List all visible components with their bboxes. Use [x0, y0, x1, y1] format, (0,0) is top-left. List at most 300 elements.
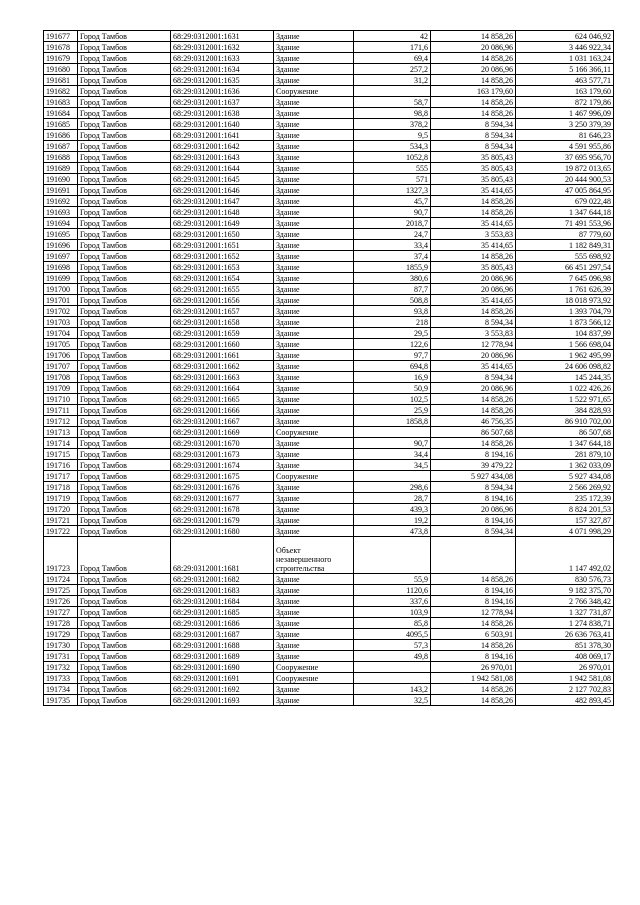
cell-area: 16,9 — [354, 372, 431, 383]
cell-area — [354, 427, 431, 438]
cell-city: Город Тамбов — [78, 471, 171, 482]
cell-row-number: 191730 — [44, 640, 78, 651]
cell-unit-value: 8 594,34 — [431, 526, 516, 537]
cell-cadastral-value: 281 879,10 — [516, 449, 614, 460]
cell-row-number: 191727 — [44, 607, 78, 618]
cell-object-type: Здание — [274, 141, 354, 152]
cell-city: Город Тамбов — [78, 240, 171, 251]
cell-row-number: 191716 — [44, 460, 78, 471]
cell-area: 555 — [354, 163, 431, 174]
cell-cadastral-value: 86 910 702,00 — [516, 416, 614, 427]
cell-object-type: Здание — [274, 394, 354, 405]
cell-cadastral-number: 68:29:0312001:1633 — [171, 53, 274, 64]
cell-city: Город Тамбов — [78, 31, 171, 42]
cell-unit-value: 35 414,65 — [431, 295, 516, 306]
cell-unit-value: 8 594,34 — [431, 119, 516, 130]
cell-area: 534,3 — [354, 141, 431, 152]
cell-row-number: 191683 — [44, 97, 78, 108]
cell-city: Город Тамбов — [78, 438, 171, 449]
cell-city: Город Тамбов — [78, 185, 171, 196]
cell-row-number: 191685 — [44, 119, 78, 130]
cell-unit-value: 35 414,65 — [431, 185, 516, 196]
cell-city: Город Тамбов — [78, 460, 171, 471]
cell-cadastral-value: 86 507,68 — [516, 427, 614, 438]
cell-area: 31,2 — [354, 75, 431, 86]
cell-city: Город Тамбов — [78, 427, 171, 438]
table-row — [44, 141, 614, 152]
cell-cadastral-number: 68:29:0312001:1647 — [171, 196, 274, 207]
cell-row-number: 191729 — [44, 629, 78, 640]
cell-cadastral-number: 68:29:0312001:1684 — [171, 596, 274, 607]
cell-object-type: Сооружение — [274, 427, 354, 438]
cell-unit-value: 14 858,26 — [431, 53, 516, 64]
table-row — [44, 31, 614, 42]
cell-area: 378,2 — [354, 119, 431, 130]
table-row — [44, 574, 614, 585]
cell-row-number: 191677 — [44, 31, 78, 42]
cell-row-number: 191695 — [44, 229, 78, 240]
cell-cadastral-value: 1 962 495,99 — [516, 350, 614, 361]
cell-area: 337,6 — [354, 596, 431, 607]
cell-object-type: Здание — [274, 218, 354, 229]
cell-city: Город Тамбов — [78, 174, 171, 185]
cell-object-type: Здание — [274, 651, 354, 662]
cell-city: Город Тамбов — [78, 493, 171, 504]
cell-city: Город Тамбов — [78, 75, 171, 86]
cell-object-type: Сооружение — [274, 471, 354, 482]
cell-unit-value: 8 594,34 — [431, 317, 516, 328]
cell-cadastral-value: 18 018 973,92 — [516, 295, 614, 306]
table-row — [44, 53, 614, 64]
cell-area: 98,8 — [354, 108, 431, 119]
cell-cadastral-number: 68:29:0312001:1693 — [171, 695, 274, 706]
cell-cadastral-number: 68:29:0312001:1664 — [171, 383, 274, 394]
cell-cadastral-value: 1 022 426,26 — [516, 383, 614, 394]
cell-city: Город Тамбов — [78, 585, 171, 596]
cell-object-type: Сооружение — [274, 662, 354, 673]
cell-object-type: Здание — [274, 42, 354, 53]
table-row — [44, 596, 614, 607]
cell-row-number: 191728 — [44, 618, 78, 629]
cell-cadastral-number: 68:29:0312001:1681 — [171, 537, 274, 574]
cell-row-number: 191692 — [44, 196, 78, 207]
cell-cadastral-number: 68:29:0312001:1692 — [171, 684, 274, 695]
cell-object-type: Здание — [274, 460, 354, 471]
cell-city: Город Тамбов — [78, 196, 171, 207]
cell-unit-value: 8 194,16 — [431, 515, 516, 526]
cell-row-number: 191709 — [44, 383, 78, 394]
cell-unit-value: 14 858,26 — [431, 31, 516, 42]
cell-area — [354, 673, 431, 684]
cell-cadastral-number: 68:29:0312001:1683 — [171, 585, 274, 596]
table-row — [44, 361, 614, 372]
cell-city: Город Тамбов — [78, 449, 171, 460]
cell-cadastral-number: 68:29:0312001:1670 — [171, 438, 274, 449]
cell-city: Город Тамбов — [78, 328, 171, 339]
cell-cadastral-number: 68:29:0312001:1659 — [171, 328, 274, 339]
cell-city: Город Тамбов — [78, 361, 171, 372]
cell-unit-value: 39 479,22 — [431, 460, 516, 471]
cell-cadastral-number: 68:29:0312001:1677 — [171, 493, 274, 504]
cell-city: Город Тамбов — [78, 284, 171, 295]
cell-unit-value: 8 594,34 — [431, 130, 516, 141]
cell-unit-value: 5 927 434,08 — [431, 471, 516, 482]
cell-row-number: 191722 — [44, 526, 78, 537]
cell-cadastral-number: 68:29:0312001:1685 — [171, 607, 274, 618]
cell-city: Город Тамбов — [78, 152, 171, 163]
cell-unit-value: 14 858,26 — [431, 196, 516, 207]
cell-area: 42 — [354, 31, 431, 42]
table-body — [44, 31, 614, 706]
cell-cadastral-value: 145 244,35 — [516, 372, 614, 383]
cell-row-number: 191711 — [44, 405, 78, 416]
cell-cadastral-value: 1 031 163,24 — [516, 53, 614, 64]
cell-city: Город Тамбов — [78, 405, 171, 416]
table-row — [44, 629, 614, 640]
cell-object-type: Здание — [274, 295, 354, 306]
cell-cadastral-number: 68:29:0312001:1657 — [171, 306, 274, 317]
cell-city: Город Тамбов — [78, 394, 171, 405]
cell-unit-value: 8 594,34 — [431, 141, 516, 152]
cell-object-type: Здание — [274, 240, 354, 251]
cell-area: 19,2 — [354, 515, 431, 526]
cell-row-number: 191719 — [44, 493, 78, 504]
cell-area: 69,4 — [354, 53, 431, 64]
cell-cadastral-value: 157 327,87 — [516, 515, 614, 526]
cell-city: Город Тамбов — [78, 306, 171, 317]
cell-city: Город Тамбов — [78, 482, 171, 493]
cell-cadastral-value: 1 566 698,04 — [516, 339, 614, 350]
cell-cadastral-value: 482 893,45 — [516, 695, 614, 706]
cell-unit-value: 14 858,26 — [431, 108, 516, 119]
cell-row-number: 191720 — [44, 504, 78, 515]
cell-cadastral-number: 68:29:0312001:1652 — [171, 251, 274, 262]
cell-cadastral-number: 68:29:0312001:1682 — [171, 574, 274, 585]
cell-cadastral-value: 3 250 379,39 — [516, 119, 614, 130]
cell-cadastral-number: 68:29:0312001:1665 — [171, 394, 274, 405]
cell-object-type: Здание — [274, 31, 354, 42]
cell-cadastral-value: 24 606 098,82 — [516, 361, 614, 372]
cell-row-number: 191713 — [44, 427, 78, 438]
table-row — [44, 405, 614, 416]
table-row — [44, 163, 614, 174]
cell-cadastral-number: 68:29:0312001:1648 — [171, 207, 274, 218]
cell-row-number: 191706 — [44, 350, 78, 361]
cell-city: Город Тамбов — [78, 526, 171, 537]
cell-area — [354, 86, 431, 97]
cell-cadastral-value: 19 872 013,65 — [516, 163, 614, 174]
cell-city: Город Тамбов — [78, 618, 171, 629]
cell-area: 29,5 — [354, 328, 431, 339]
cadastral-value-table — [43, 30, 614, 706]
table-row — [44, 97, 614, 108]
cell-cadastral-value: 851 378,30 — [516, 640, 614, 651]
cell-object-type: Здание — [274, 526, 354, 537]
cell-cadastral-value: 1 522 971,65 — [516, 394, 614, 405]
cell-unit-value: 14 858,26 — [431, 251, 516, 262]
cell-unit-value: 14 858,26 — [431, 405, 516, 416]
cell-city: Город Тамбов — [78, 108, 171, 119]
cell-cadastral-value: 384 828,93 — [516, 405, 614, 416]
cell-row-number: 191725 — [44, 585, 78, 596]
cell-row-number: 191735 — [44, 695, 78, 706]
table-row — [44, 251, 614, 262]
cell-unit-value: 3 553,83 — [431, 229, 516, 240]
table-row — [44, 482, 614, 493]
table-row — [44, 339, 614, 350]
cell-row-number: 191704 — [44, 328, 78, 339]
cell-cadastral-number: 68:29:0312001:1667 — [171, 416, 274, 427]
cell-unit-value: 1 942 581,08 — [431, 673, 516, 684]
cell-unit-value — [431, 537, 516, 574]
table-row — [44, 493, 614, 504]
cell-cadastral-value: 2 127 702,83 — [516, 684, 614, 695]
cell-unit-value: 14 858,26 — [431, 695, 516, 706]
cell-row-number: 191679 — [44, 53, 78, 64]
table-row — [44, 119, 614, 130]
cell-city: Город Тамбов — [78, 163, 171, 174]
cell-city: Город Тамбов — [78, 42, 171, 53]
cell-object-type: Объект незавершенного строительства — [274, 537, 354, 574]
cell-object-type: Здание — [274, 515, 354, 526]
cell-cadastral-value: 20 444 900,53 — [516, 174, 614, 185]
cell-cadastral-number: 68:29:0312001:1662 — [171, 361, 274, 372]
cell-row-number: 191686 — [44, 130, 78, 141]
cell-cadastral-value: 235 172,39 — [516, 493, 614, 504]
cell-area: 24,7 — [354, 229, 431, 240]
cell-cadastral-value: 71 491 553,96 — [516, 218, 614, 229]
table-row — [44, 295, 614, 306]
cell-area — [354, 471, 431, 482]
cell-unit-value: 14 858,26 — [431, 618, 516, 629]
cell-area: 37,4 — [354, 251, 431, 262]
cell-object-type: Здание — [274, 53, 354, 64]
cell-area: 9,5 — [354, 130, 431, 141]
cell-row-number: 191721 — [44, 515, 78, 526]
cell-unit-value: 14 858,26 — [431, 574, 516, 585]
cell-area: 1052,8 — [354, 152, 431, 163]
cell-object-type: Здание — [274, 504, 354, 515]
cell-object-type: Здание — [274, 174, 354, 185]
cell-cadastral-number: 68:29:0312001:1635 — [171, 75, 274, 86]
table-row — [44, 537, 614, 574]
cell-area: 257,2 — [354, 64, 431, 75]
cell-row-number: 191712 — [44, 416, 78, 427]
cell-area: 1327,3 — [354, 185, 431, 196]
cell-object-type: Здание — [274, 273, 354, 284]
cell-unit-value: 12 778,94 — [431, 607, 516, 618]
table-row — [44, 130, 614, 141]
cell-object-type: Здание — [274, 108, 354, 119]
cell-area: 2018,7 — [354, 218, 431, 229]
cell-city: Город Тамбов — [78, 339, 171, 350]
cell-row-number: 191703 — [44, 317, 78, 328]
cell-city: Город Тамбов — [78, 97, 171, 108]
cell-city: Город Тамбов — [78, 141, 171, 152]
cell-object-type: Здание — [274, 64, 354, 75]
cell-row-number: 191696 — [44, 240, 78, 251]
cell-cadastral-number: 68:29:0312001:1649 — [171, 218, 274, 229]
cell-unit-value: 20 086,96 — [431, 284, 516, 295]
cell-row-number: 191717 — [44, 471, 78, 482]
cell-cadastral-number: 68:29:0312001:1660 — [171, 339, 274, 350]
cell-area: 34,4 — [354, 449, 431, 460]
cell-cadastral-number: 68:29:0312001:1674 — [171, 460, 274, 471]
cell-area: 508,8 — [354, 295, 431, 306]
cell-area: 25,9 — [354, 405, 431, 416]
cell-cadastral-value: 163 179,60 — [516, 86, 614, 97]
cell-cadastral-number: 68:29:0312001:1686 — [171, 618, 274, 629]
cell-cadastral-value: 1 182 849,31 — [516, 240, 614, 251]
table-row — [44, 196, 614, 207]
cell-row-number: 191700 — [44, 284, 78, 295]
cell-city: Город Тамбов — [78, 262, 171, 273]
cell-cadastral-value: 4 591 955,86 — [516, 141, 614, 152]
cell-unit-value: 20 086,96 — [431, 350, 516, 361]
cell-cadastral-value: 1 347 644,18 — [516, 207, 614, 218]
cell-row-number: 191705 — [44, 339, 78, 350]
cell-unit-value: 8 194,16 — [431, 651, 516, 662]
cell-cadastral-number: 68:29:0312001:1645 — [171, 174, 274, 185]
cell-area: 55,9 — [354, 574, 431, 585]
cell-cadastral-value: 1 274 838,71 — [516, 618, 614, 629]
cell-area: 85,8 — [354, 618, 431, 629]
cell-cadastral-value: 7 645 096,98 — [516, 273, 614, 284]
cell-cadastral-number: 68:29:0312001:1646 — [171, 185, 274, 196]
cell-object-type: Здание — [274, 119, 354, 130]
table-row — [44, 218, 614, 229]
cell-cadastral-value: 1 467 996,09 — [516, 108, 614, 119]
cell-city: Город Тамбов — [78, 684, 171, 695]
cell-city: Город Тамбов — [78, 207, 171, 218]
cell-city: Город Тамбов — [78, 64, 171, 75]
cell-city: Город Тамбов — [78, 607, 171, 618]
cell-unit-value: 8 194,16 — [431, 585, 516, 596]
table-row — [44, 174, 614, 185]
cell-city: Город Тамбов — [78, 295, 171, 306]
cell-city: Город Тамбов — [78, 537, 171, 574]
cell-row-number: 191732 — [44, 662, 78, 673]
cell-object-type: Здание — [274, 684, 354, 695]
cell-cadastral-value: 9 182 375,70 — [516, 585, 614, 596]
cell-unit-value: 14 858,26 — [431, 438, 516, 449]
cell-city: Город Тамбов — [78, 383, 171, 394]
cell-cadastral-number: 68:29:0312001:1673 — [171, 449, 274, 460]
cell-area: 4095,5 — [354, 629, 431, 640]
cell-city: Город Тамбов — [78, 53, 171, 64]
table-row — [44, 673, 614, 684]
cell-cadastral-number: 68:29:0312001:1669 — [171, 427, 274, 438]
table-row — [44, 42, 614, 53]
cell-row-number: 191702 — [44, 306, 78, 317]
cell-object-type: Здание — [274, 97, 354, 108]
cell-unit-value: 14 858,26 — [431, 207, 516, 218]
cell-unit-value: 14 858,26 — [431, 640, 516, 651]
table-row — [44, 471, 614, 482]
cell-cadastral-value: 1 942 581,08 — [516, 673, 614, 684]
table-row — [44, 460, 614, 471]
cell-object-type: Здание — [274, 229, 354, 240]
cell-cadastral-value: 1 347 644,18 — [516, 438, 614, 449]
cell-row-number: 191698 — [44, 262, 78, 273]
table-row — [44, 328, 614, 339]
cell-object-type: Сооружение — [274, 86, 354, 97]
cell-object-type: Здание — [274, 383, 354, 394]
table-row — [44, 207, 614, 218]
cell-cadastral-number: 68:29:0312001:1688 — [171, 640, 274, 651]
cell-area: 97,7 — [354, 350, 431, 361]
cell-cadastral-number: 68:29:0312001:1638 — [171, 108, 274, 119]
cell-cadastral-number: 68:29:0312001:1678 — [171, 504, 274, 515]
cell-cadastral-number: 68:29:0312001:1661 — [171, 350, 274, 361]
table-row — [44, 383, 614, 394]
cell-cadastral-number: 68:29:0312001:1643 — [171, 152, 274, 163]
cell-area: 103,9 — [354, 607, 431, 618]
cell-object-type: Здание — [274, 405, 354, 416]
cell-unit-value: 14 858,26 — [431, 306, 516, 317]
table-row — [44, 585, 614, 596]
table-row — [44, 515, 614, 526]
cell-object-type: Здание — [274, 585, 354, 596]
cell-row-number: 191693 — [44, 207, 78, 218]
cell-city: Город Тамбов — [78, 673, 171, 684]
cell-object-type: Здание — [274, 196, 354, 207]
cell-cadastral-value: 5 927 434,08 — [516, 471, 614, 482]
cell-row-number: 191694 — [44, 218, 78, 229]
cell-unit-value: 20 086,96 — [431, 273, 516, 284]
cell-cadastral-number: 68:29:0312001:1656 — [171, 295, 274, 306]
cell-cadastral-value: 1 873 566,12 — [516, 317, 614, 328]
cell-city: Город Тамбов — [78, 251, 171, 262]
cell-unit-value: 35 805,43 — [431, 262, 516, 273]
cell-unit-value: 3 553,83 — [431, 328, 516, 339]
cell-cadastral-value: 2 566 269,92 — [516, 482, 614, 493]
table-row — [44, 438, 614, 449]
cell-cadastral-number: 68:29:0312001:1632 — [171, 42, 274, 53]
cell-row-number: 191681 — [44, 75, 78, 86]
cell-row-number: 191734 — [44, 684, 78, 695]
cell-row-number: 191701 — [44, 295, 78, 306]
cell-cadastral-value: 463 577,71 — [516, 75, 614, 86]
cell-cadastral-number: 68:29:0312001:1653 — [171, 262, 274, 273]
cell-row-number: 191689 — [44, 163, 78, 174]
cell-area: 45,7 — [354, 196, 431, 207]
cell-unit-value: 20 086,96 — [431, 64, 516, 75]
cell-unit-value: 20 086,96 — [431, 42, 516, 53]
cell-area: 87,7 — [354, 284, 431, 295]
cell-city: Город Тамбов — [78, 86, 171, 97]
cell-unit-value: 14 858,26 — [431, 75, 516, 86]
cell-cadastral-number: 68:29:0312001:1675 — [171, 471, 274, 482]
cell-unit-value: 35 414,65 — [431, 361, 516, 372]
table-row — [44, 240, 614, 251]
cell-cadastral-value: 87 779,60 — [516, 229, 614, 240]
cell-city: Город Тамбов — [78, 119, 171, 130]
table-row — [44, 662, 614, 673]
cell-area: 90,7 — [354, 207, 431, 218]
cell-city: Город Тамбов — [78, 130, 171, 141]
cell-object-type: Здание — [274, 449, 354, 460]
cell-cadastral-number: 68:29:0312001:1690 — [171, 662, 274, 673]
table-row — [44, 684, 614, 695]
cell-area: 49,8 — [354, 651, 431, 662]
cell-area: 143,2 — [354, 684, 431, 695]
cell-cadastral-value: 5 166 366,11 — [516, 64, 614, 75]
cell-cadastral-number: 68:29:0312001:1676 — [171, 482, 274, 493]
cell-unit-value: 8 194,16 — [431, 493, 516, 504]
table-row — [44, 695, 614, 706]
cell-object-type: Здание — [274, 163, 354, 174]
